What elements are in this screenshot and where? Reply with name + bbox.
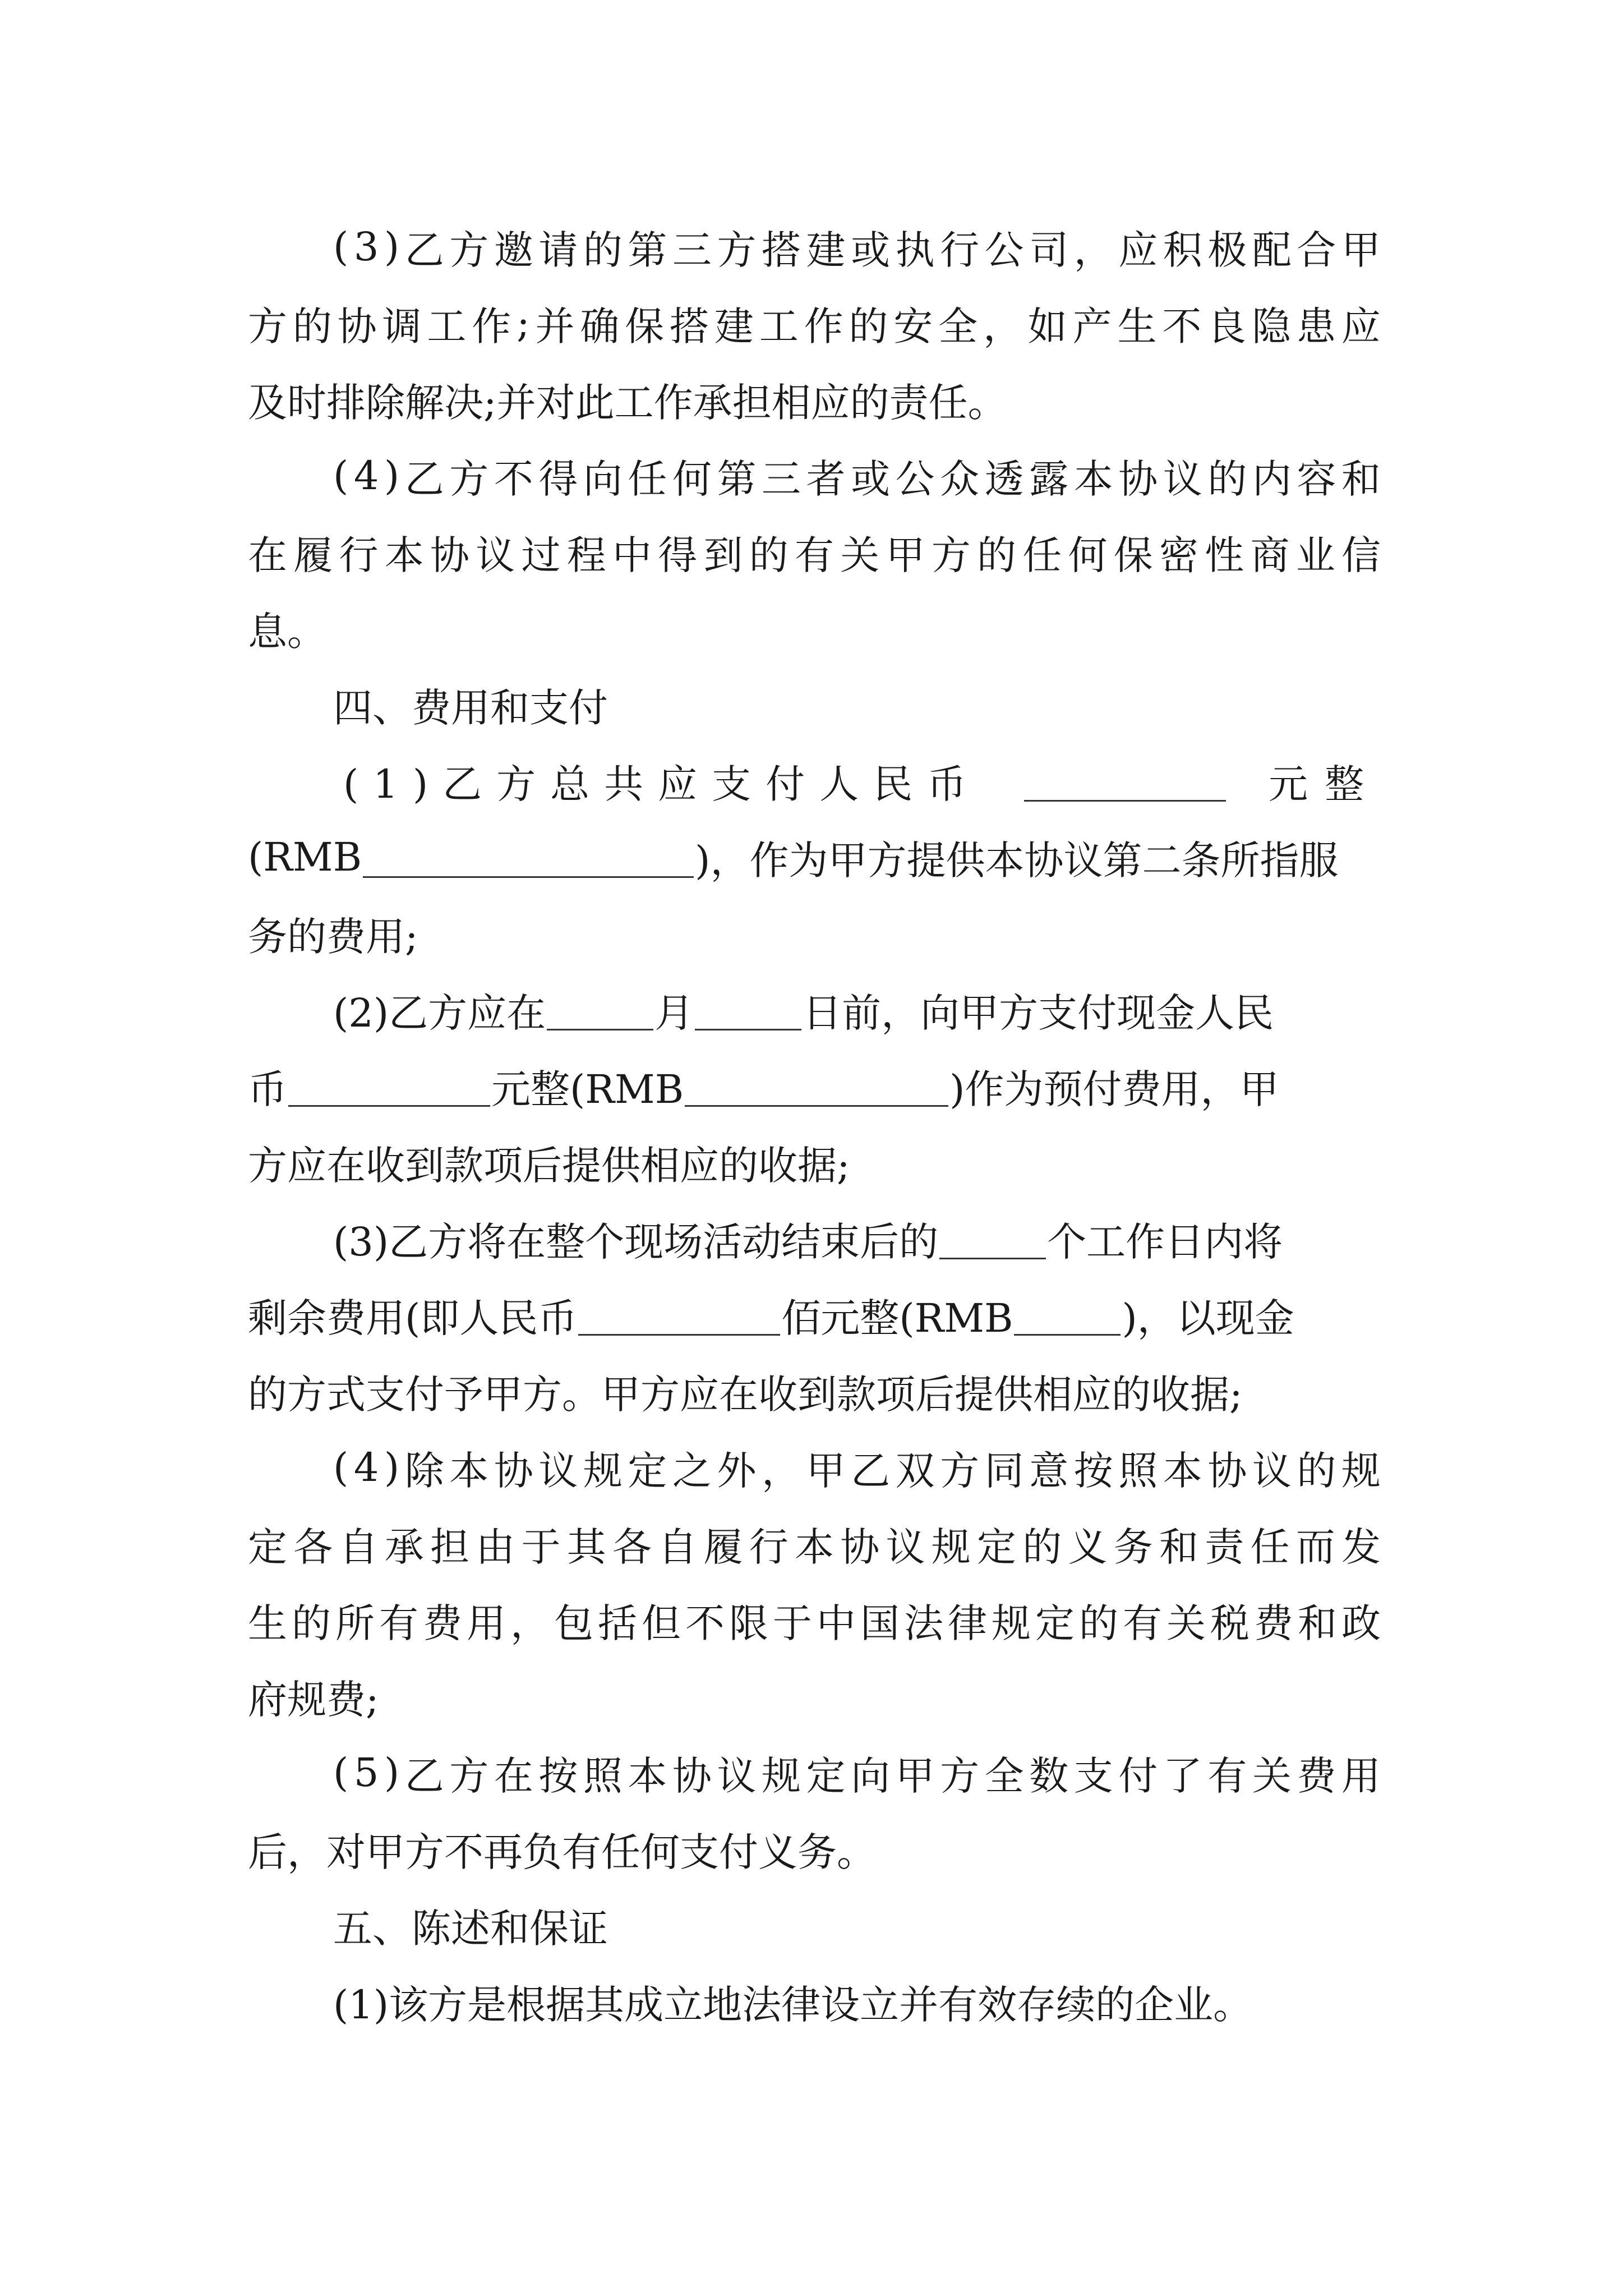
payment-1-line-3: 务的费用;: [248, 913, 418, 960]
payment-1-text-b: 元整: [1269, 761, 1381, 807]
payment-3-line-1: [248, 1200, 1381, 1277]
payment-1-line-1: [248, 743, 1381, 819]
section-heading-fees: 四、费用和支付: [333, 684, 608, 731]
payment-1-text-c: )，作为甲方提供本协议第二条所指服: [695, 837, 1339, 884]
payment-5-line-1: ( 5 ) 乙 方 在 按 照 本 协 议 规 定 向 甲 方 全 数 支 付 了 有 关 费 用: [333, 1750, 1381, 1799]
section-heading-representations: 五、陈述和保证: [333, 1905, 608, 1952]
payment-3-line-2: [248, 1277, 1381, 1353]
payment-2-line-1: [248, 972, 1381, 1048]
clause-3-line-1: ( 3 ) 乙 方 邀 请 的 第 三 方 搭 建 或 执 行 公 司 ， 应 积 极 配 合 甲: [333, 224, 1381, 273]
payment-3-text-a: (3)乙方将在整个现场活动结束后的: [333, 1218, 939, 1265]
remaining-rmb-blank[interactable]: [1014, 1295, 1121, 1336]
payment-2-currency-label: 币: [248, 1066, 287, 1112]
clause-4-line-2: 在 履 行 本 协 议 过 程 中 得 到 的 有 关 甲 方 的 任 何 保 密 性 商 业 信: [248, 532, 1381, 578]
payment-4-line-1: ( 4 ) 除 本 协 议 规 定 之 外 ， 甲 乙 双 方 同 意 按 照 本 协 议 的 规: [333, 1444, 1381, 1494]
payment-4-line-4: 府规费;: [248, 1676, 379, 1723]
prepay-amount-blank[interactable]: [288, 1066, 490, 1107]
workday-blank[interactable]: [939, 1218, 1046, 1259]
clause-3-line-3: 及时排除解决;并对此工作承担相应的责任。: [248, 379, 1007, 426]
payment-5-line-2: 后，对甲方不再负有任何支付义务。: [248, 1829, 876, 1875]
payment-2-month-label: 月: [654, 990, 694, 1036]
remaining-amount-blank[interactable]: [578, 1295, 780, 1336]
payment-3-text-e: )，以现金: [1122, 1295, 1294, 1341]
amount-blank[interactable]: [1024, 761, 1226, 802]
payment-1-rmb-label: (RMB: [248, 834, 362, 880]
clause-4-line-3: 息。: [248, 608, 326, 655]
payment-2-text-a: (2)乙方应在: [333, 990, 546, 1036]
payment-4-line-2: 定 各 自 承 担 由 于 其 各 自 履 行 本 协 议 规 定 的 义 务 和 责 任 而 发: [248, 1524, 1381, 1570]
clause-3-line-2: 方 的 协 调 工 作 ; 并 确 保 搭 建 工 作 的 安 全 ， 如 产 生 不 良 隐 患 应: [248, 300, 1381, 349]
payment-2-text-c: 日前，向甲方支付现金人民: [803, 990, 1274, 1036]
payment-3-text-d: 佰元整(RMB: [781, 1295, 1013, 1341]
payment-3-text-c: 剩余费用(即人民币: [248, 1295, 578, 1341]
month-blank[interactable]: [547, 990, 653, 1030]
payment-2-line-2: [248, 1048, 1381, 1124]
payment-1-line-2: [248, 819, 1381, 895]
payment-1-text-a: (1)乙方总共应支付人民币: [343, 761, 981, 807]
rmb-amount-blank[interactable]: [363, 837, 694, 878]
document-page: [248, 209, 1381, 2040]
payment-2-rmb-label: 元整(RMB: [491, 1066, 684, 1112]
payment-4-line-3: 生 的 所 有 费 用 ， 包 括 但 不 限 于 中 国 法 律 规 定 的 有 关 税 费 和 政: [248, 1600, 1381, 1646]
representation-1-line-1: (1)该方是根据其成立地法律设立并有效存续的企业。: [333, 1981, 1253, 2028]
payment-3-text-b: 个工作日内将: [1047, 1218, 1283, 1265]
payment-2-line-3: 方应在收到款项后提供相应的收据;: [248, 1142, 850, 1189]
day-blank[interactable]: [695, 990, 801, 1030]
payment-2-text-d: )作为预付费用，甲: [949, 1066, 1279, 1112]
clause-4-line-1: ( 4 ) 乙 方 不 得 向 任 何 第 三 者 或 公 众 透 露 本 协 议 的 内 容 和: [333, 453, 1381, 502]
payment-3-line-3: 的方式支付予甲方。甲方应在收到款项后提供相应的收据;: [248, 1371, 1243, 1418]
prepay-rmb-blank[interactable]: [685, 1066, 948, 1107]
